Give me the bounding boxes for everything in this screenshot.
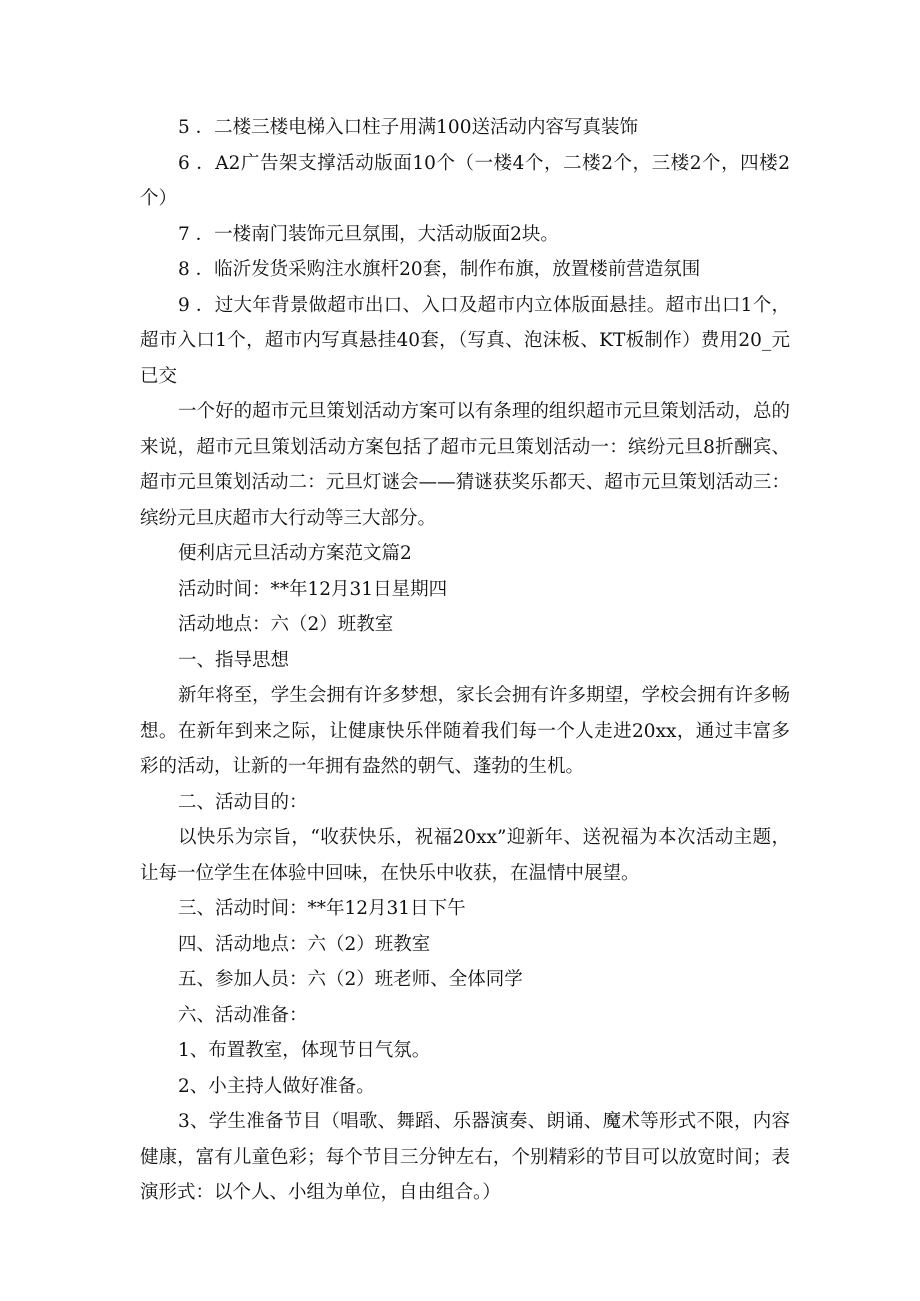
- prep-item-2: 2、小主持人做好准备。: [178, 1075, 375, 1097]
- list-item-8: 8 ．临沂发货采购注水旗杆20套，制作布旗，放置楼前营造氛围: [178, 259, 701, 280]
- prep-item-1: 1、布置教室，体现节日气氛。: [178, 1040, 431, 1061]
- heading-preparation: 六、活动准备：: [178, 1004, 308, 1026]
- list-item-5: 5 ．二楼三楼电梯入口柱子用满100送活动内容写真装饰: [178, 117, 638, 138]
- heading-purpose: 二、活动目的：: [178, 791, 308, 813]
- list-item-9: 9 ．过大年背景做超市出口、入口及超市内立体版面悬挂。超市出口1个，超市入口1个，超市内写真悬挂40套，（写真、泡沫板、KT板制作）费用20_元已交: [140, 294, 790, 387]
- heading-time: 三、活动时间：**年12月31日下午: [178, 898, 466, 919]
- heading-guiding-idea: 一、指导思想: [178, 649, 290, 671]
- purpose-paragraph: 以快乐为宗旨，“收获快乐，祝福20xx”迎新年、送祝福为本次活动主题，让每一位学生在体验中回味，在快乐中收获，在温情中展望。: [140, 827, 790, 884]
- guiding-idea-paragraph: 新年将至，学生会拥有许多梦想，家长会拥有许多期望，学校会拥有许多畅想。在新年到来之际，让健康快乐伴随着我们每一个人走进20xx，通过丰富多彩的活动，让新的一年拥有盎然的朝气、蓬勃的生机。: [140, 685, 790, 777]
- document-body: [140, 110, 790, 1211]
- summary-paragraph: 一个好的超市元旦策划活动方案可以有条理的组织超市元旦策划活动，总的来说，超市元旦策划活动方案包括了超市元旦策划活动一：缤纷元旦8折酬宾、超市元旦策划活动二：元旦灯谜会——猜谜获奖乐都天、超市元旦策划活动三：缤纷元旦庆超市大行动等三大部分。: [140, 401, 790, 529]
- activity-location: 活动地点：六（2）班教室: [178, 614, 394, 635]
- list-item-6: 6 ．A2广告架支撑活动版面10个（一楼4个，二楼2个，三楼2个，四楼2个）: [140, 152, 790, 209]
- section-title: 便利店元旦活动方案范文篇2: [178, 543, 412, 564]
- activity-time: 活动时间：**年12月31日星期四: [178, 578, 448, 600]
- heading-participants: 五、参加人员：六（2）班老师、全体同学: [178, 969, 523, 990]
- list-item-7: 7 ．一楼南门装饰元旦氛围，大活动版面2块。: [178, 223, 559, 245]
- heading-location: 四、活动地点：六（2）班教室: [178, 933, 431, 955]
- prep-item-3: 3、学生准备节目（唱歌、舞蹈、乐器演奏、朗诵、魔术等形式不限，内容健康，富有儿童色彩；每个节目三分钟左右，个别精彩的节目可以放宽时间；表演形式：以个人、小组为单位，自由组合。）: [140, 1111, 790, 1203]
